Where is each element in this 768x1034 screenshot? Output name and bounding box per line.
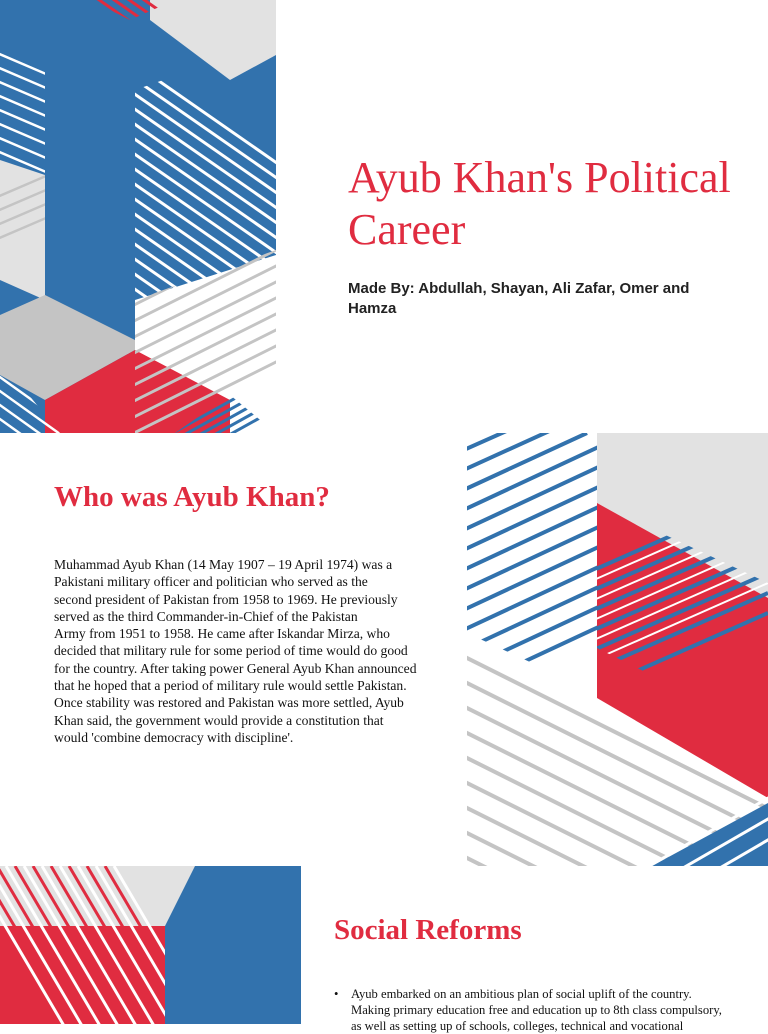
reforms-bullet-list xyxy=(334,986,754,1034)
social-reforms-slide xyxy=(0,866,768,1033)
bullet-line: Ayub embarked on an ambitious plan of social uplift of the country. xyxy=(351,987,692,1001)
paragraph-line: that he hoped that a period of military rule would settle Pakistan. xyxy=(54,678,407,694)
bullet-line: as well as setting up of schools, colleges, technical and vocational xyxy=(351,1019,684,1033)
bullet-icon: • xyxy=(334,987,339,1001)
geometric-art-right xyxy=(467,433,768,866)
geometric-art-left xyxy=(0,0,276,433)
bullet-line: Making primary education free and education up to 8th class compulsory, xyxy=(351,1003,722,1017)
slide-heading: Who was Ayub Khan? xyxy=(54,481,330,513)
list-item xyxy=(334,986,754,1034)
paragraph-line: Once stability was restored and Pakistan was more settled, Ayub xyxy=(54,695,404,711)
biography-paragraph xyxy=(54,556,449,746)
paragraph-line: served as the third Commander-in-Chief of the Pakistan xyxy=(54,608,358,624)
paragraph-line: would 'combine democracy with discipline'. xyxy=(54,729,294,745)
paragraph-line: Muhammad Ayub Khan (14 May 1907 – 19 April 1974) was a xyxy=(54,557,393,572)
slide-heading: Social Reforms xyxy=(334,914,522,946)
paragraph-line: decided that military rule for some period of time would do good xyxy=(54,643,408,659)
paragraph-line: Khan said, the government would provide a constitution that xyxy=(54,712,384,728)
author-byline: Made By: Abdullah, Shayan, Ali Zafar, Omer and Hamza xyxy=(348,280,690,317)
who-was-ayub-khan-slide xyxy=(0,433,768,866)
geometric-art-left-bottom xyxy=(0,866,301,1024)
paragraph-line: for the country. After taking power General Ayub Khan announced xyxy=(54,660,417,676)
title-slide xyxy=(0,0,768,433)
presentation-title: Ayub Khan's Political Career xyxy=(348,153,731,254)
paragraph-line: second president of Pakistan from 1958 to 1969. He previously xyxy=(54,591,398,607)
paragraph-line: Pakistani military officer and politician who served as the xyxy=(54,574,368,590)
paragraph-line: Army from 1951 to 1958. He came after Iskandar Mirza, who xyxy=(54,626,390,642)
